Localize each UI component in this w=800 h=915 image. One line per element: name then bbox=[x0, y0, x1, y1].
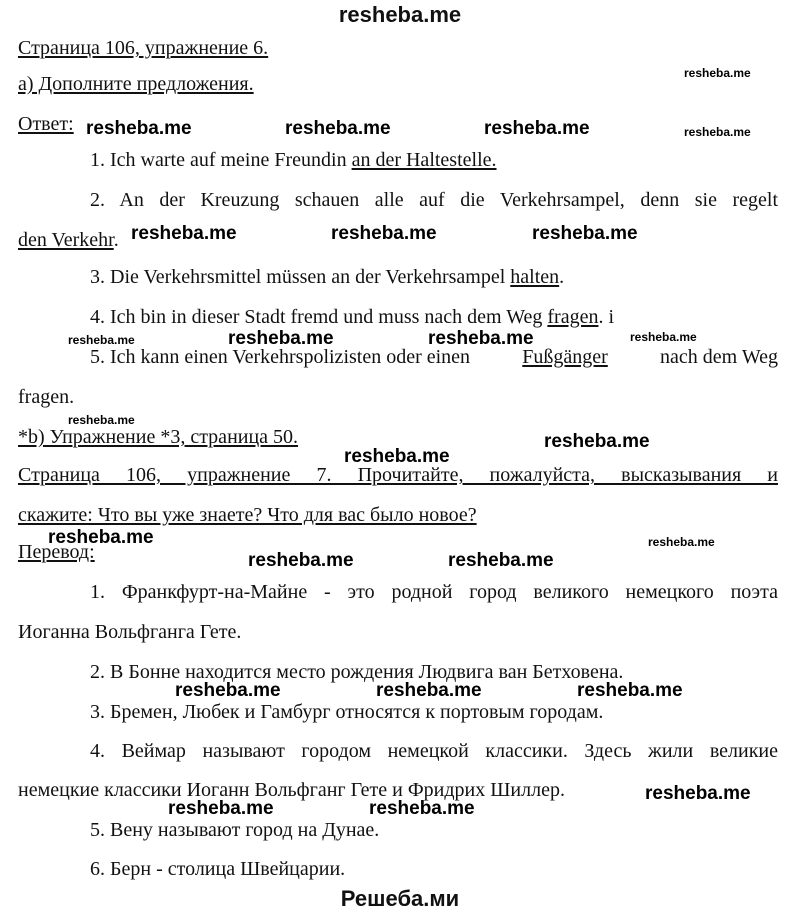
watermark: resheba.me bbox=[448, 550, 554, 571]
site-header: resheba.me bbox=[338, 2, 462, 27]
sentence-1-text: 1. Ich warte auf meine Freundin bbox=[90, 149, 352, 171]
watermark: resheba.me bbox=[376, 680, 482, 701]
watermark: resheba.me bbox=[86, 118, 192, 139]
sentence-2-answer: den Verkehr bbox=[18, 229, 114, 251]
sentence-2-tail: . bbox=[113, 229, 119, 251]
site-footer: Решеба.ми bbox=[340, 886, 460, 911]
watermark: resheba.me bbox=[684, 66, 751, 80]
watermark: resheba.me bbox=[248, 550, 354, 571]
part-b-heading: *b) Упражнение *3, страница 50. bbox=[18, 426, 299, 448]
watermark: resheba.me bbox=[68, 333, 135, 347]
sentence-2-line-1: 2. An der Kreuzung schauen alle auf die Verkehrsampel, denn sie regelt bbox=[90, 189, 778, 211]
exercise-7-title-line-1: Страница 106, упражнение 7. Прочитайте, пожалуйста, высказывания и bbox=[18, 464, 778, 486]
sentence-5-text: 5. Ich kann einen Verkehrspolizisten oder einen bbox=[90, 346, 476, 368]
translation-label: Перевод: bbox=[18, 541, 95, 563]
translation-2: 2. В Бонне находится место рождения Людвига ван Бетховена. bbox=[90, 661, 624, 683]
watermark: resheba.me bbox=[645, 783, 751, 804]
sentence-3-text: 3. Die Verkehrsmittel müssen an der Verkehrsampel bbox=[90, 266, 511, 288]
part-a-heading: а) Дополните предложения. bbox=[18, 73, 254, 95]
translation-6: 6. Берн - столица Швейцарии. bbox=[90, 858, 346, 880]
watermark: resheba.me bbox=[285, 118, 391, 139]
translation-4-line-2: немецкие классики Иоганн Вольфганг Гете и Фридрих Шиллер. bbox=[18, 779, 565, 801]
translation-1-line-1: 1. Франкфурт-на-Майне - это родной город великого немецкого поэта bbox=[90, 581, 778, 603]
watermark: resheba.me bbox=[68, 413, 135, 427]
watermark: resheba.me bbox=[428, 328, 534, 349]
sentence-5-line-2: fragen. bbox=[18, 386, 75, 408]
sentence-5-tail: nach dem Weg bbox=[655, 346, 778, 368]
translation-3: 3. Бремен, Любек и Гамбург относятся к портовым городам. bbox=[90, 701, 604, 723]
watermark: resheba.me bbox=[369, 798, 475, 819]
watermark: resheba.me bbox=[48, 527, 154, 548]
exercise-7-title-line-2: скажите: Что вы уже знаете? Что для вас было новое? bbox=[18, 504, 477, 526]
watermark: resheba.me bbox=[344, 446, 450, 467]
translation-1-line-2: Иоганна Вольфганга Гете. bbox=[18, 621, 242, 643]
watermark: resheba.me bbox=[630, 330, 697, 344]
watermark: resheba.me bbox=[175, 680, 281, 701]
sentence-3-tail: . bbox=[559, 266, 565, 288]
watermark: resheba.me bbox=[168, 798, 274, 819]
sentence-4-tail: . i bbox=[598, 306, 615, 328]
sentence-3 bbox=[90, 265, 564, 289]
watermark: resheba.me bbox=[577, 680, 683, 701]
sentence-5-answer: Fußgänger bbox=[522, 346, 608, 368]
answer-label: Ответ: bbox=[18, 113, 74, 135]
sentence-2-line-2 bbox=[18, 228, 119, 252]
watermark: resheba.me bbox=[544, 431, 650, 452]
sentence-4-text: 4. Ich bin in dieser Stadt fremd und muss nach dem Weg bbox=[90, 306, 548, 328]
watermark: resheba.me bbox=[684, 125, 751, 139]
sentence-1-answer: an der Haltestelle. bbox=[351, 149, 497, 171]
watermark: resheba.me bbox=[228, 328, 334, 349]
watermark: resheba.me bbox=[131, 223, 237, 244]
translation-4-line-1: 4. Веймар называют городом немецкой классики. Здесь жили великие bbox=[90, 740, 778, 762]
translation-5: 5. Вену называют город на Дунае. bbox=[90, 819, 380, 841]
sentence-1 bbox=[90, 148, 497, 172]
watermark: resheba.me bbox=[648, 535, 715, 549]
sentence-3-answer: halten bbox=[510, 266, 560, 288]
watermark: resheba.me bbox=[532, 223, 638, 244]
watermark: resheba.me bbox=[331, 223, 437, 244]
sentence-4-answer: fragen bbox=[547, 306, 599, 328]
watermark: resheba.me bbox=[484, 118, 590, 139]
exercise-6-title: Страница 106, упражнение 6. bbox=[18, 37, 269, 59]
sentence-4 bbox=[90, 305, 614, 329]
